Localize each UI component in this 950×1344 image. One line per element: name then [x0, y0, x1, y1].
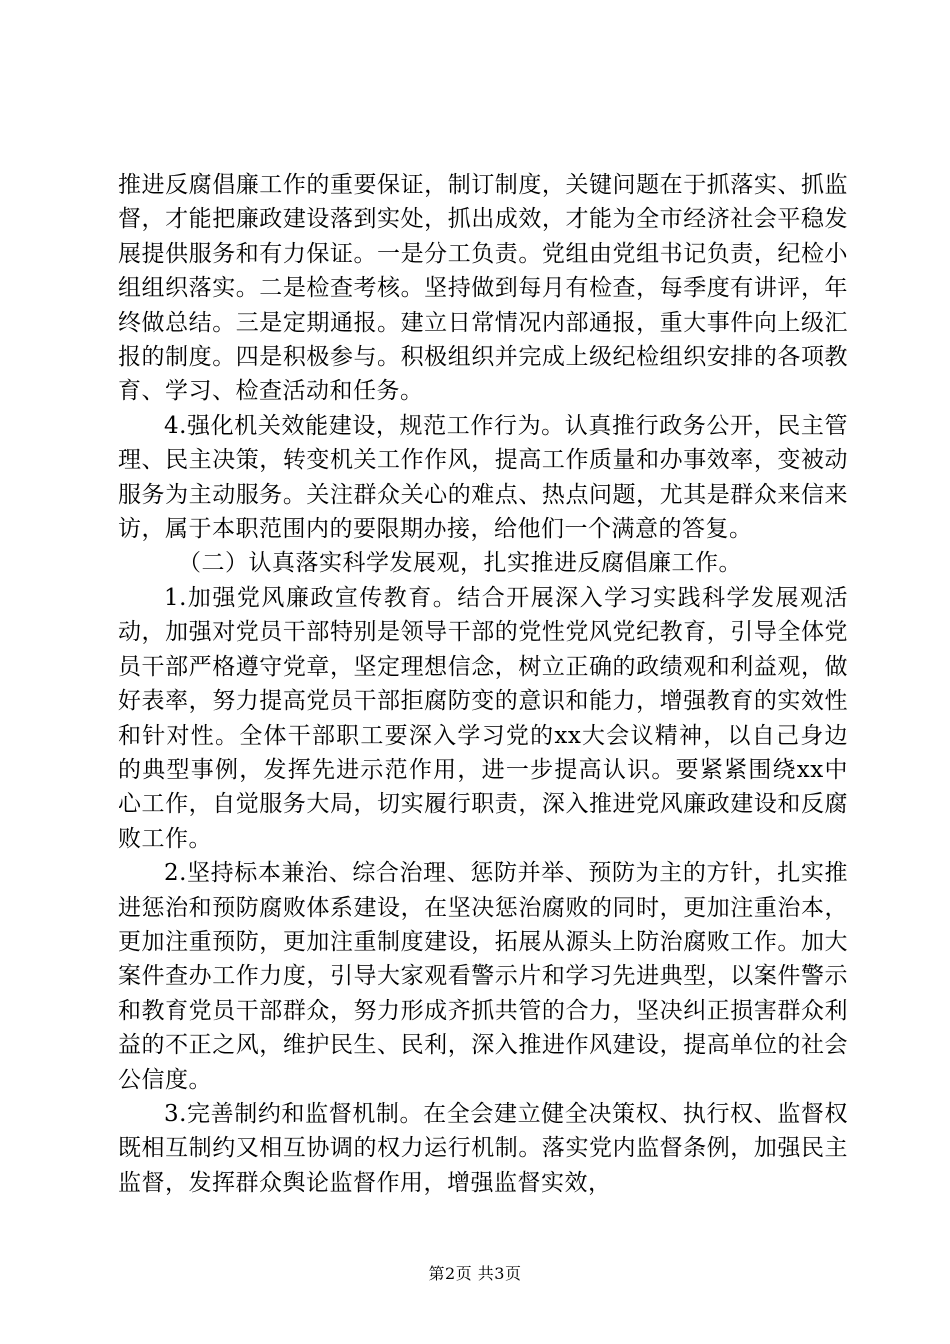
page-footer: [0, 1264, 950, 1284]
paragraph-continuation: 推进反腐倡廉工作的重要保证，制订制度，关键问题在于抓落实、抓监督，才能把廉政建设落到实处，抓出成效，才能为全市经济社会平稳发展提供服务和有力保证。一是分工负责。党组由党组书记负责，纪检小组组织落实。二是检查考核。坚持做到每月有检查，每季度有讲评，年终做总结。三是定期通报。建立日常情况内部通报，重大事件向上级汇报的制度。四是积极参与。积极组织并完成上级纪检组织安排的各项教育、学习、检查活动和任务。: [118, 172, 848, 405]
paragraph-item-2: 2.坚持标本兼治、综合治理、惩防并举、预防为主的方针，扎实推进惩治和预防腐败体系建设，在坚决惩治腐败的同时，更加注重治本，更加注重预防，更加注重制度建设，拓展从源头上防治腐败工作。加大案件查办工作力度，引导大家观看警示片和学习先进典型，以案件警示和教育党员干部群众，努力形成齐抓共管的合力，坚决纠正损害群众利益的不正之风，维护民生、民利，深入推进作风建设，提高单位的社会公信度。: [118, 860, 848, 1093]
document-body: [118, 168, 848, 1200]
section-heading-2: （二）认真落实科学发展观，扎实推进反腐倡廉工作。: [178, 550, 742, 577]
paragraph-item-1: 1.加强党风廉政宣传教育。结合开展深入学习实践科学发展观活动，加强对党员干部特别是领导干部的党性党风党纪教育，引导全体党员干部严格遵守党章，坚定理想信念，树立正确的政绩观和利益观，做好表率，努力提高党员干部拒腐防变的意识和能力，增强教育的实效性和针对性。全体干部职工要深入学习党的xx大会议精神，以自己身边的典型事例，发挥先进示范作用，进一步提高认识。要紧紧围绕xx中心工作，自觉服务大局，切实履行职责，深入推进党风廉政建设和反腐败工作。: [118, 584, 848, 852]
page-number-label: 第2页 共3页: [428, 1264, 522, 1283]
paragraph-item-3: 3.完善制约和监督机制。在全会建立健全决策权、执行权、监督权既相互制约又相互协调的权力运行机制。落实党内监督条例，加强民主监督，发挥群众舆论监督作用，增强监督实效，: [118, 1100, 848, 1196]
paragraph-item-4: 4.强化机关效能建设，规范工作行为。认真推行政务公开，民主管理、民主决策，转变机关工作作风，提高工作质量和办事效率，变被动服务为主动服务。关注群众关心的难点、热点问题，尤其是群众来信来访，属于本职范围内的要限期办接，给他们一个满意的答复。: [118, 412, 848, 543]
